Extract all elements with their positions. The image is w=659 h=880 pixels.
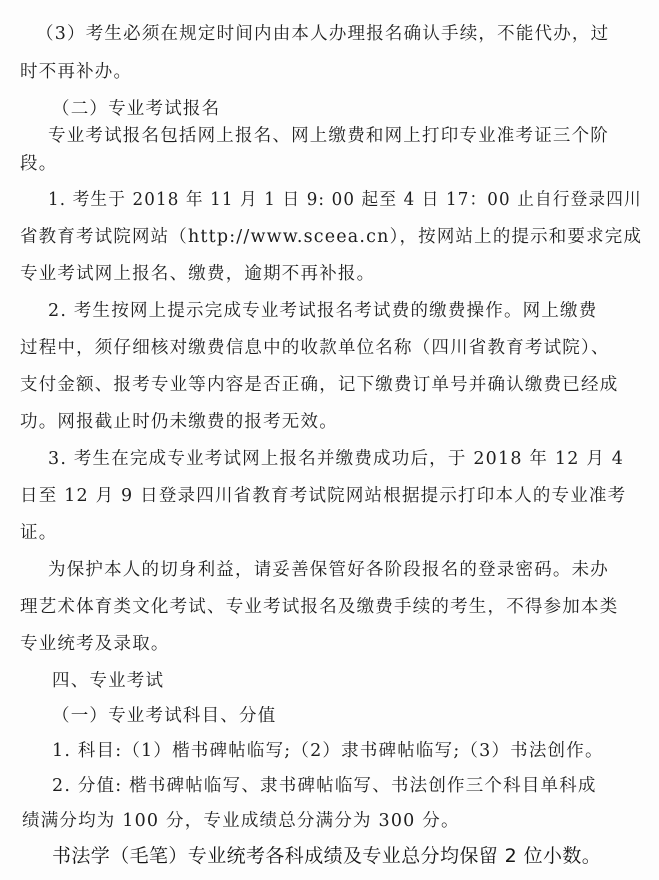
- document-line: 功。网报截止时仍未缴费的报考无效。: [20, 412, 338, 432]
- document-line: 绩满分均为 100 分，专业成绩总分满分为 300 分。: [22, 811, 460, 831]
- document-line: 过程中，须仔细核对缴费信息中的收款单位名称（四川省教育考试院）、: [20, 338, 610, 358]
- document-line: 1. 考生于 2018 年 11 月 1 日 9: 00 起至 4 日 17：00 止自行登录四川: [48, 190, 642, 210]
- document-line: 日至 12 月 9 日登录四川省教育考试院网站根据提示打印本人的专业准考: [20, 486, 627, 506]
- document-line: 专业考试报名包括网上报名、网上缴费和网上打印专业准考证三个阶: [48, 126, 609, 146]
- document-line: 省教育考试院网站（http://www.sceea.cn），按网站上的提示和要求完成: [20, 227, 643, 247]
- document-line: 专业考试网上报名、缴费，逾期不再补报。: [20, 264, 376, 284]
- document-line: 专业统考及录取。: [20, 634, 170, 654]
- document-line: （一）专业考试科目、分值: [52, 706, 277, 726]
- score-precision-note: 书法学（毛笔）专业统考各科成绩及专业总分均保留 2 位小数。: [52, 845, 602, 867]
- document-line: （3）考生必须在规定时间内由本人办理报名确认手续，不能代办，过: [36, 24, 610, 44]
- document-line: （二）专业考试报名: [52, 99, 221, 119]
- document-line: 理艺术体育类文化考试、专业考试报名及缴费手续的考生，不得参加本类: [20, 597, 619, 617]
- document-line: 2. 分值: 楷书碑帖临写、隶书碑帖临写、书法创作三个科目单科成: [52, 776, 597, 796]
- document-line: 1. 科目:（1）楷书碑帖临写;（2）隶书碑帖临写;（3）书法创作。: [52, 741, 604, 761]
- document-line: 段。: [20, 154, 58, 174]
- document-line: 证。: [20, 523, 58, 543]
- document-line: 支付金额、报考专业等内容是否正确，记下缴费订单号并确认缴费已经成: [20, 375, 619, 395]
- document-line: 四、专业考试: [52, 671, 165, 691]
- document-line: 时不再补办。: [20, 62, 133, 82]
- document-line: 3. 考生在完成专业考试网上报名并缴费成功后，于 2018 年 12 月 4: [48, 449, 625, 469]
- document-line: 为保护本人的切身利益，请妥善保管好各阶段报名的登录密码。未办: [48, 560, 609, 580]
- document-line: 2. 考生按网上提示完成专业考试报名考试费的缴费操作。网上缴费: [48, 301, 598, 321]
